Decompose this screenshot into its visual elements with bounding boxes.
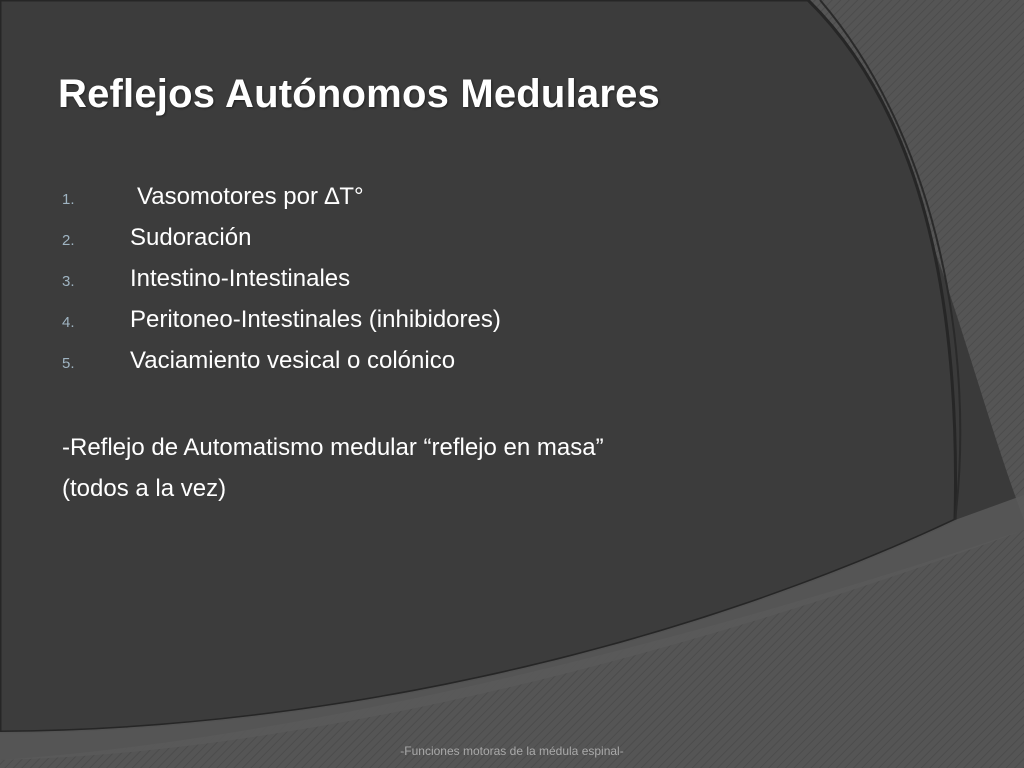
list-item [62,224,501,265]
list-item [62,183,501,224]
list-text: Vaciamiento vesical o colónico [130,347,456,374]
list-number: 1. [62,191,75,208]
list-text: Sudoración [130,224,252,251]
list-text: Vasomotores por ∆T° [137,183,364,210]
list-item [62,347,501,388]
reflex-paragraph [62,427,604,509]
reflex-list [62,183,501,388]
list-item [62,265,501,306]
list-number: 4. [62,314,75,331]
paragraph-line-1: -Reflejo de Automatismo medular “reflejo en masa” [62,434,604,461]
list-number: 3. [62,273,75,290]
paragraph-line-2: (todos a la vez) [62,475,227,502]
list-number: 5. [62,355,75,372]
slide-footer: -Funciones motoras de la médula espinal- [400,744,624,758]
list-text: Intestino-Intestinales [130,265,351,292]
list-item [62,306,501,347]
list-number: 2. [62,232,75,249]
slide-title: Reflejos Autónomos Medulares [58,72,660,116]
list-text: Peritoneo-Intestinales (inhibidores) [130,306,501,333]
